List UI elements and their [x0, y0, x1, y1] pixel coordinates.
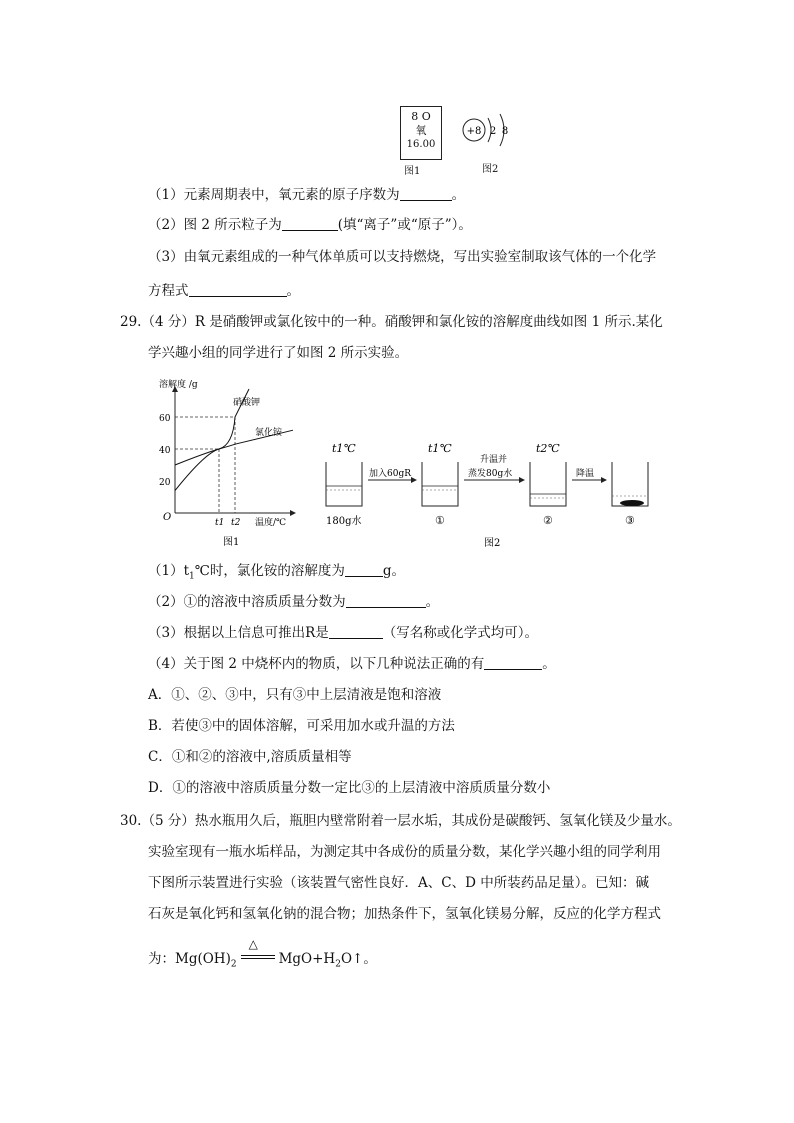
y-tick-label: 40 — [159, 446, 171, 456]
series-label: 硝酸钾 — [233, 398, 261, 408]
precipitate — [620, 500, 644, 506]
q29-part4: （4）关于图 2 中烧杯内的物质，以下几种说法正确的有 。 — [148, 656, 556, 672]
beaker-1 — [422, 462, 458, 506]
q28-part1: （1）元素周期表中，氧元素的原子序数为 。 — [148, 187, 466, 203]
y-tick-label: 60 — [159, 414, 171, 424]
temp-label: t2℃ — [536, 442, 560, 455]
arrow-2-label-line2: 蒸发80g水 — [468, 469, 513, 479]
heat-condition: △ — [248, 936, 258, 951]
q28-part2: （2）图 2 所示粒子为 (填“离子”或“原子”）。 — [148, 217, 472, 233]
experiment-diagram — [318, 440, 663, 550]
answer-blank[interactable] — [329, 624, 383, 639]
arrow-3-label: 降温 — [576, 469, 595, 479]
series-label: 氯化铵 — [255, 428, 283, 438]
q29-option-a: A．①、②、③中，只有③中上层清液是饱和溶液 — [148, 687, 442, 703]
answer-blank[interactable] — [345, 562, 383, 577]
x-tick-label: t2 — [231, 518, 241, 528]
beaker-2-label: ② — [543, 514, 553, 527]
beaker-initial-label: 180g水 — [326, 516, 362, 527]
chart-caption: 图1 — [223, 537, 240, 548]
shell-1-count: 2 — [489, 126, 497, 137]
beaker-1-label: ① — [435, 514, 445, 527]
fig1-caption: 图1 — [404, 166, 421, 177]
q28-part3-line2: 方程式 。 — [148, 283, 300, 299]
reaction-arrow — [241, 936, 275, 967]
beaker-initial — [326, 462, 362, 506]
answer-blank[interactable] — [189, 282, 287, 297]
x-axis-label: 温度/℃ — [255, 518, 287, 528]
q29-intro-line2: 学兴趣小组的同学进行了如图 2 所示实验。 — [148, 345, 409, 361]
q29-part3: （3）根据以上信息可推出R是 （写名称或化学式均可）。 — [148, 625, 539, 641]
shell-2-count: 8 — [501, 126, 509, 137]
beaker-2 — [530, 462, 566, 506]
experiment-caption: 图2 — [484, 538, 501, 549]
q30-equation: 为：$Mg(OH)_2$ △ $MgO+H_2O↑$。 — [148, 936, 377, 970]
y-axis-label: 溶解度 /g — [159, 380, 198, 390]
answer-blank[interactable] — [484, 655, 542, 670]
fig2-caption: 图2 — [482, 164, 499, 175]
y-tick-label: 20 — [159, 478, 171, 488]
answer-blank[interactable] — [346, 593, 426, 608]
origin-label: O — [163, 512, 172, 523]
beaker-3 — [612, 462, 648, 506]
element-mass: 16.00 — [406, 139, 436, 150]
q29-part2: （2）①的溶液中溶质质量分数为 。 — [148, 594, 440, 610]
q30-line4: 石灰是氧化钙和氢氧化钠的混合物；加热条件下，氢氧化镁易分解，反应的化学方程式 — [148, 906, 661, 922]
element-name: 氧 — [415, 124, 427, 137]
q30-line1: 30.（5 分）热水瓶用久后，瓶胆内壁常附着一层水垢，其成份是碳酸钙、氢氧化镁及少量水。 — [120, 813, 681, 829]
q29-option-d: D．①的溶液中溶质质量分数一定比③的上层清液中溶质质量分数小 — [148, 780, 551, 796]
element-box — [400, 106, 442, 160]
answer-blank[interactable] — [282, 216, 338, 231]
q28-part3-line1: （3）由氧元素组成的一种气体单质可以支持燃烧，写出实验室制取该气体的一个化学 — [148, 249, 657, 265]
q30-line2: 实验室现有一瓶水垢样品，为测定其中各成份的质量分数，某化学兴趣小组的同学利用 — [148, 844, 661, 860]
beaker-3-label: ③ — [625, 514, 635, 527]
arrow-2-label-line1: 升温并 — [480, 455, 508, 465]
atom-structure-diagram — [458, 112, 522, 158]
temp-label: t1℃ — [428, 442, 452, 455]
element-number-symbol: 8 O — [411, 110, 431, 123]
x-tick-label: t1 — [215, 518, 225, 528]
arrow-1-label: 加入60gR — [369, 469, 411, 479]
solubility-chart — [155, 375, 305, 550]
q29-option-c: C．①和②的溶液中,溶质质量相等 — [148, 749, 352, 765]
temp-label: t1℃ — [332, 442, 356, 455]
q29-option-b: B．若使③中的固体溶解，可采用加水或升温的方法 — [148, 718, 455, 734]
nucleus-charge: +8 — [466, 126, 482, 137]
q29-intro-line1: 29.（4 分）R 是硝酸钾或氯化铵中的一种。硝酸钾和氯化铵的溶解度曲线如图 1 所示.某化 — [120, 314, 663, 330]
q30-line3: 下图所示装置进行实验（该装置气密性良好．A、C、D 中所装药品足量）。已知：碱 — [148, 875, 649, 891]
answer-blank[interactable] — [400, 186, 452, 201]
q29-part1: $(1)t_1℃$时，氯化铵的溶解度为 g。 — [148, 563, 406, 582]
